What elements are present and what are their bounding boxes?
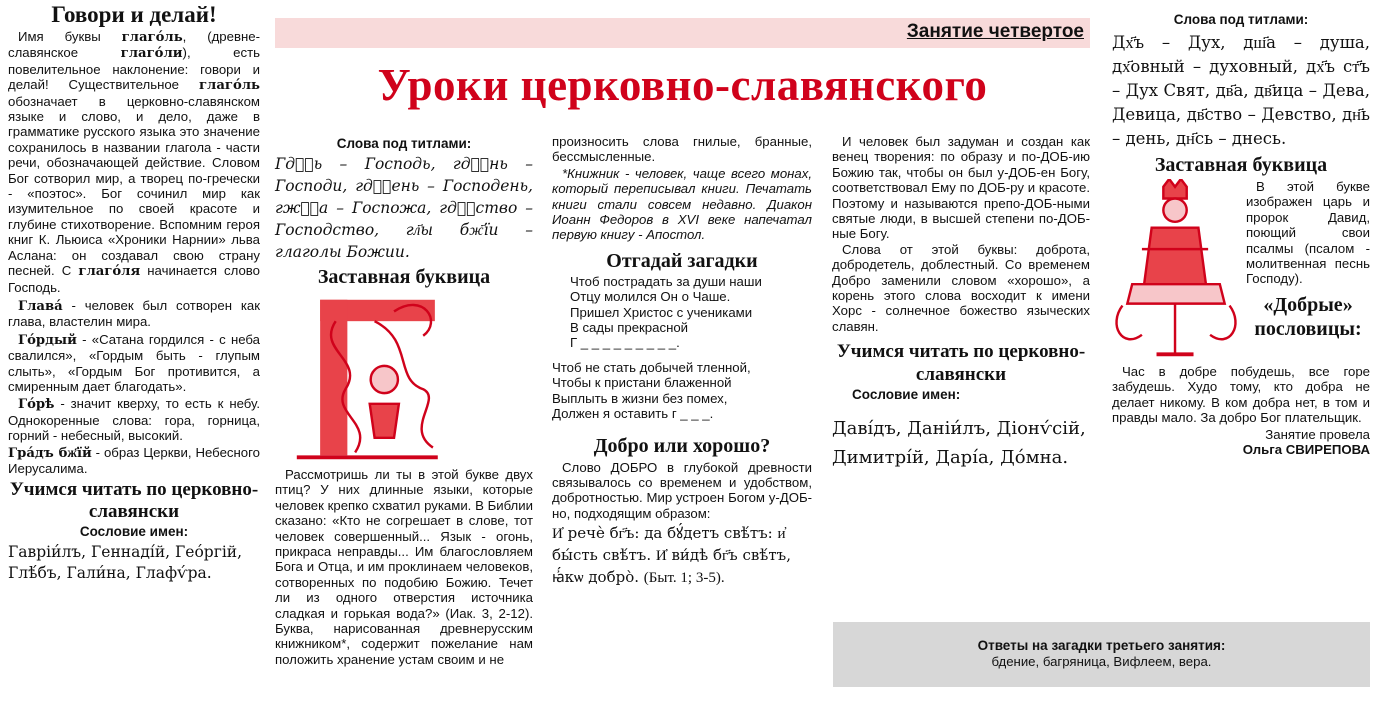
proverbs-heading: «Добрые» пословицы: bbox=[1254, 293, 1362, 340]
riddle-line: Отцу молился Он о Чаше. bbox=[570, 289, 731, 305]
page-title: Уроки церковно-славянского bbox=[377, 60, 988, 110]
lesson-banner bbox=[275, 18, 1090, 48]
initial-letter-heading-2: Заставная буквица bbox=[1154, 154, 1328, 176]
words-from-letter: Слова от этой буквы: доброта, добродетель, доблестный. Со временем Добро заменили словом «хорошо», а корень этого слова восходит к имени Хорс - солнечное божество языческих славян. bbox=[832, 241, 1090, 334]
names-label-2: Сословие имен: bbox=[852, 387, 961, 403]
gordy-entry: Гóрдый - «Сатана гордился - с неба свалился», «Гордым быть - глупым слыть», «Гордым Бог противится, а смиренным дает благодать». bbox=[8, 331, 260, 394]
answers-box bbox=[833, 622, 1370, 687]
names-list-2: Даві́дъ, Даніи́лъ, Діонѵ́сій, Димитрі́й, Дарі́а, Дóмна. bbox=[832, 418, 1086, 469]
learn-to-read-heading-2: Учимся читать по церковно-славянски bbox=[836, 341, 1086, 386]
riddles-heading: Отгадай загадки bbox=[606, 249, 758, 272]
david-letter-text: В этой букве изображен царь и пророк Давид, поющий свои псалмы (псалом - молитвенная песнь Господу). bbox=[1246, 179, 1370, 287]
column-4 bbox=[832, 134, 1090, 472]
lesson-credit: Занятие провела bbox=[1265, 426, 1370, 442]
riddle-line: Г _ _ _ _ _ _ _ _ _. bbox=[570, 335, 680, 351]
glava-entry: Главá - человек был сотворен как глава, властелин мира. bbox=[8, 297, 260, 330]
heading-speak-and-do: Говори и делай! bbox=[51, 2, 217, 27]
column-1 bbox=[8, 0, 260, 584]
genesis-quote: И҆ речѐ бг҃ъ: да бꙋ́детъ свѣ́тъ: и҆ бы́сть свѣ́тъ. И҆ ви́дѣ бг҃ъ свѣ́тъ, ꙗ҆́кѡ добро̀. (Быт. 1; 3-5). bbox=[552, 524, 791, 587]
good-text: Слово ДОБРО в глубокой древности связывалось со временем и удобством, добротностью. Мир устроен Богом у-ДОБ-но, подходящим образом: bbox=[552, 459, 812, 521]
answers-text: бдение, багряница, Вифлеем, вера. bbox=[991, 654, 1212, 669]
glagol-paragraph: Имя буквы глагóль, (древне-славянское глагóли), есть повелительное наклонение: говори и делай! Существительное глагóль обозначает в церковно-славянском языке и слово, и дело, даже в грамматике русского языка это значение сохранилось в названии глагола - части речи, обозначающей действие. Словом Бог сотворил мир, а творец по-гречески - «поэтос». Бог сочинил мир как изумительное по своей красоте и глубине стихотворение. Вспомним героя книг К. Льюиса «Хроники Нарнии» льва Аслана: он создавал свою страну песней. С глагóля начинается слово Господь. bbox=[8, 29, 261, 295]
creation-text: И человек был задуман и создан как венец творения: по образу и по-ДОБ-ию Божию так, чтобы он был у-ДОБ-ен Богу, соответствовал Ему по ДОБ-ру и красоте. Поэтому и называются препо-ДОБ-ными святые люди, в высшей степени по-ДОБ-ные Богу. bbox=[832, 134, 1090, 242]
riddle-line: Должен я оставить г _ _ _. bbox=[552, 406, 714, 422]
gore-entry: Гóрѣ - значит кверху, то есть к небу. Однокоренные слова: гора, горница, горний - небесный, высокий. bbox=[8, 396, 260, 444]
continued-text: произносить слова гнилые, бранные, бессмысленные. bbox=[552, 134, 812, 165]
initial-letter-text: Рассмотришь ли ты в этой букве двух птиц? У них длинные языки, которые человек крепко схватил руками. В Библии сказано: «Кто не согрешает в слове, тот человек совершенный... Язык - огонь, прикраса неправды... Им благословляем Бога и Отца, и им проклинаем человеков, сотворенных по подобию Божию. Течет ли из одного отверстия источника сладкая и горькая вода?» (Иак. 3, 2-12). Буква, нарисованная древнерусским книжником*, содержит пожелание нам положить хранение устам своим и не bbox=[275, 467, 533, 667]
learn-to-read-heading: Учимся читать по церковно-славянски bbox=[9, 479, 259, 523]
riddle-line: В сады прекрасной bbox=[570, 320, 689, 336]
column-3 bbox=[552, 134, 812, 589]
names-label: Сословие имен: bbox=[79, 524, 189, 540]
riddle-line: Чтоб не стать добычей тленной, bbox=[552, 359, 751, 375]
proverbs-text: Час в добре побудешь, все горе забудешь. Худо тому, кто добра не делает никому. В ком добра нет, в том и правды мало. За добро Бог плательщик. bbox=[1112, 364, 1370, 426]
lesson-number: Занятие четвертое bbox=[906, 21, 1084, 42]
initial-letter-d-david-illustration bbox=[1112, 179, 1240, 364]
titla-label-2: Слова под титлами: bbox=[1173, 12, 1309, 27]
scribe-footnote: *Книжник - человек, чаще всего монах, который переписывал книги. Печатать книги стали совсем недавно. Диакон Иоанн Федоров в XVI веке напечатал первую книгу - Апостол. bbox=[552, 165, 812, 243]
column-2 bbox=[275, 132, 533, 667]
titla-words: Гдⷭ҇ь – Господь, гдⷭ҇нь – Господи, гдⷭ҇ень – Господень, гжⷭ҇а – Госпожа, гдⷭ҇ство – Господство, гл҃ы бж҃їи – глаголы Божии. bbox=[275, 155, 533, 261]
titla-words-2: Дх҃ъ – Дух, дш҃а – душа, дх҃овный – духовный, дх҃ъ ст҃ъ – Дух Свят, дв҃а, дв҃ица – Дева, Девица, дв҃ство – Девство, дн҃ь – день, дн҃сь – днесь. bbox=[1112, 33, 1370, 148]
riddle-line: Выплыть в жизни без помех, bbox=[552, 390, 728, 406]
initial-letter-heading: Заставная буквица bbox=[317, 266, 491, 288]
column-5 bbox=[1112, 10, 1370, 457]
riddle-2 bbox=[552, 360, 812, 422]
riddle-line: Чтобы к пристани блаженной bbox=[552, 375, 732, 391]
names-list: Гавріи́лъ, Геннадíй, Геóргій, Глѣ́бъ, Гали́на, Глафѵ́ра. bbox=[8, 543, 243, 583]
grad-entry: Грáдъ бж҃їй - образ Церкви, Небесного Иерусалима. bbox=[8, 444, 260, 476]
author-name: Ольга СВИРЕПОВА bbox=[1242, 442, 1370, 458]
riddle-line: Пришел Христос с учениками bbox=[570, 304, 753, 320]
titla-label: Слова под титлами: bbox=[336, 136, 472, 151]
riddle-line: Чтоб пострадать за души наши bbox=[570, 273, 762, 289]
answers-title: Ответы на загадки третьего занятия: bbox=[977, 638, 1226, 653]
initial-letter-g-illustration bbox=[275, 292, 445, 467]
good-heading: Добро или хорошо? bbox=[593, 434, 771, 457]
riddle-1 bbox=[552, 274, 812, 351]
